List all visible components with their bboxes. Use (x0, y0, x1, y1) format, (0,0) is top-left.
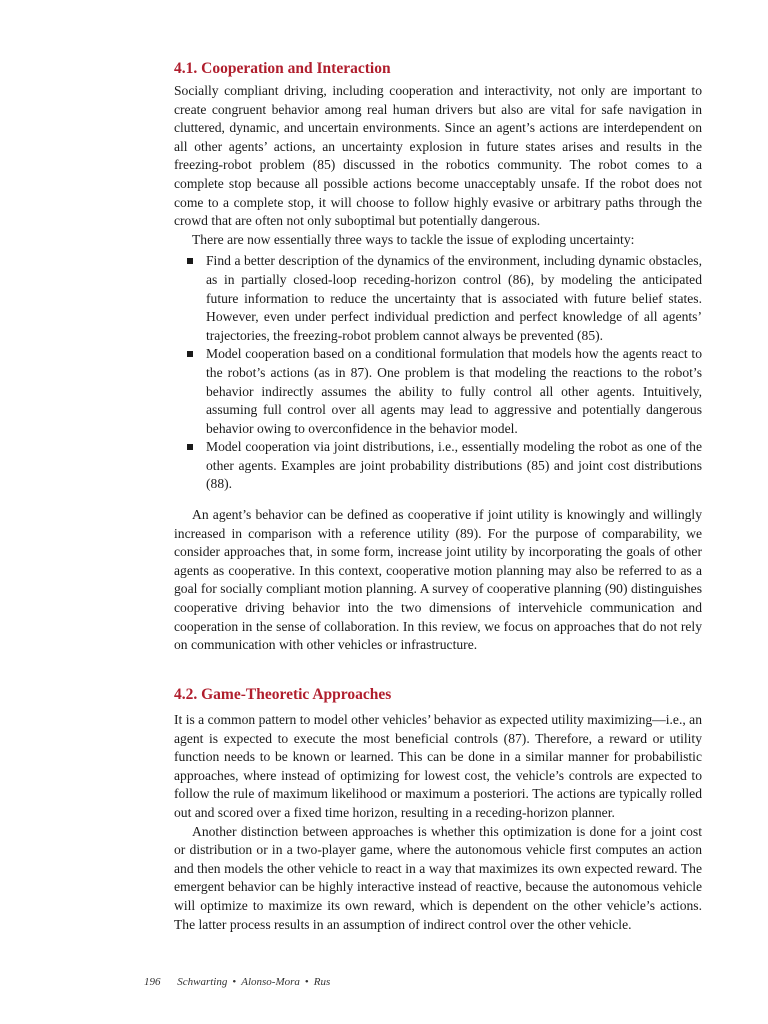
list-item (174, 345, 702, 438)
footer-separator: • (232, 976, 237, 988)
footer-separator: • (304, 976, 309, 988)
list-item (174, 252, 702, 345)
square-bullet-icon (187, 444, 193, 450)
section-body-game-theoretic (174, 711, 702, 934)
section-body-cooperation-continued (174, 506, 702, 655)
footer-author: Schwarting (177, 976, 228, 988)
footer-author: Alonso-Mora (241, 976, 300, 988)
list-item-text: Model cooperation via joint distributions, i.e., essentially modeling the robot as one of the other agents. Examples are joint probability distributions (85) and joint cost distributions (88). (206, 439, 702, 492)
paragraph-utility-maximizing: It is a common pattern to model other vehicles’ behavior as expected utility maximizing—i.e., an agent is expected to execute the most beneficial controls (87). Therefore, a reward or utility function needs to be known or learned. This can be done in a similar manner for probabilistic approaches, where instead of optimizing for lowest cost, the vehicle’s controls are expected to follow the rule of maximum likelihood or maximum a posteriori. The actions are typically rolled out and scored over a fixed time horizon, resulting in a receding-horizon planner. (174, 712, 702, 820)
section-heading-game-theoretic: 4.2. Game-Theoretic Approaches (174, 686, 392, 703)
bullet-list (174, 252, 702, 494)
paragraph-cooperative-definition: An agent’s behavior can be defined as cooperative if joint utility is knowingly and willingly increased in comparison with a reference utility (89). For the purpose of comparability, we consider approaches that, in some form, increase joint utility by incorporating the goals of other agents as cooperative. In this context, cooperative motion planning may also be referred to as a goal for socially compliant motion planning. A survey of cooperative planning (90) distinguishes cooperative driving behavior into the two dimensions of intervehicle communication and cooperation in the sense of collaboration. In this review, we focus on approaches that do not rely on communication with other vehicles or infrastructure. (174, 507, 702, 653)
square-bullet-icon (187, 258, 193, 264)
list-item-text: Find a better description of the dynamics of the environment, including dynamic obstacles, as in partially closed-loop receding-horizon control (86), by modeling the anticipated future information to reduce the uncertainty that is associated with future belief states. However, even under perfect individual prediction and perfect knowledge of all agents’ trajectories, the freezing-robot problem cannot always be prevented (85). (206, 253, 702, 343)
page-number: 196 (144, 976, 161, 988)
paragraph-joint-cost: Another distinction between approaches is whether this optimization is done for a joint cost or distribution or in a two-player game, where the autonomous vehicle first computes an action and then models the other vehicle to react in a way that maximizes its own expected reward. The emergent behavior can be highly interactive instead of reactive, because the autonomous vehicle will optimize to maximize its own reward, which is dependent on the other vehicle’s actions. The latter process results in an assumption of indirect control over the other vehicle. (174, 823, 702, 932)
list-item (174, 438, 702, 494)
footer-author: Rus (313, 976, 331, 988)
square-bullet-icon (187, 351, 193, 357)
section-body-cooperation (174, 82, 702, 494)
paragraph-socially-compliant: Socially compliant driving, including cooperation and interactivity, not only are important to create congruent behavior among real human drivers but also are vital for safe navigation in cluttered, dynamic, and uncertain environments. Since an agent’s actions are interdependent on all other agents’ actions, an uncertainty explosion in future states arises and results in the freezing-robot problem (85) discussed in the robotics community. The robot comes to a complete stop because all possible actions become unacceptably unsafe. If the robot does not come to a complete stop, it will choose to follow highly evasive or arbitrary paths through the crowd that are often not only suboptimal but potentially dangerous. (174, 83, 702, 229)
list-item-text: Model cooperation based on a conditional formulation that models how the agents react to the robot’s actions (as in 87). One problem is that modeling the reactions to the robot’s behavior indirectly assumes the ability to fully control all other agents. Intuitively, assuming full control over all agents may lead to aggressive and potentially dangerous behavior owing to overconfidence in the behavior model. (206, 346, 702, 436)
section-heading-cooperation: 4.1. Cooperation and Interaction (174, 60, 391, 77)
page-footer (144, 975, 330, 989)
paragraph-three-ways: There are now essentially three ways to tackle the issue of exploding uncertainty: (192, 231, 635, 247)
